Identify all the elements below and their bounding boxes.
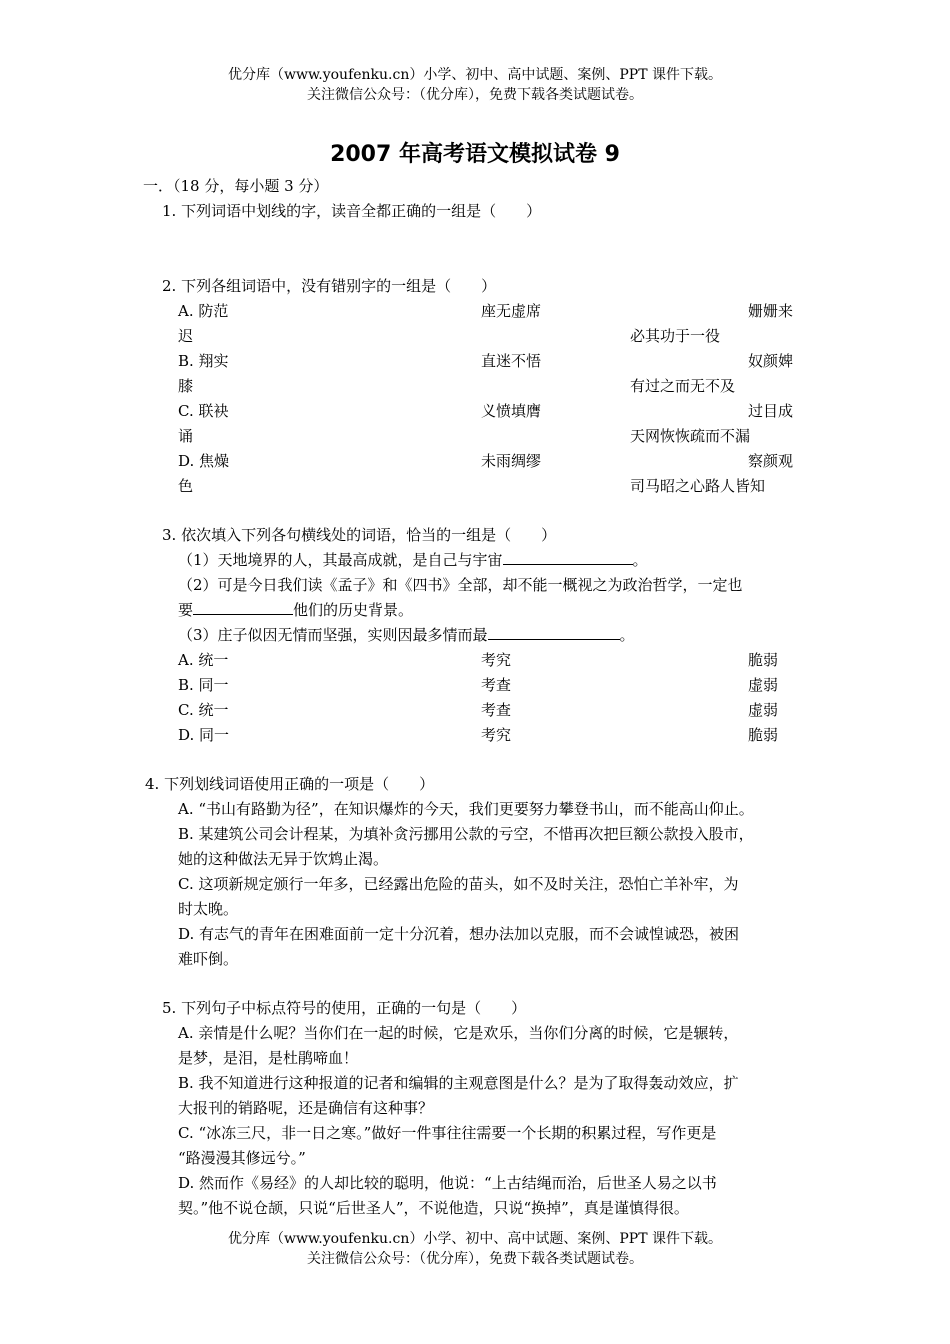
- sentence-text: 。: [632, 551, 648, 569]
- fill-blank: [488, 625, 620, 640]
- q5-line: 是梦，是泪，是杜鹃啼血！: [178, 1049, 359, 1067]
- q4-stem: 4. 下列划线词语使用正确的一项是（ ）: [145, 775, 435, 793]
- section-heading: 一．（18 分，每小题 3 分）: [143, 177, 329, 195]
- option-word: 天网恢恢疏而不漏: [630, 427, 751, 445]
- q5-line: “路漫漫其修远兮。”: [178, 1149, 306, 1167]
- option-label: C. 统一: [178, 701, 229, 719]
- option-word: 考查: [481, 676, 512, 694]
- option-word: 诵: [178, 427, 194, 445]
- option-word: 必其功于一役: [630, 327, 721, 345]
- option-word: 座无虚席: [481, 302, 542, 320]
- option-word: 虚弱: [748, 701, 779, 719]
- fill-blank: [193, 600, 293, 615]
- option-word: 脆弱: [748, 726, 779, 744]
- header-line-1: 优分库（www.youfenku.cn）小学、初中、高中试题、案例、PPT 课件下载。: [227, 67, 722, 83]
- option-word: 考究: [481, 651, 512, 669]
- q5-stem: 5. 下列句子中标点符号的使用，正确的一句是（ ）: [162, 999, 527, 1017]
- option-label: C. 联袂: [178, 402, 229, 420]
- q3-sentence-2-line-2: [178, 600, 413, 620]
- option-word: 姗姗来: [748, 302, 794, 320]
- sentence-text: （3）庄子似因无情而坚强，实则因最多情而最: [178, 626, 488, 644]
- q3-stem: 3. 依次填入下列各句横线处的词语，恰当的一组是（ ）: [162, 526, 557, 544]
- option-label: D. 焦燥: [178, 452, 230, 470]
- q4-line: 难吓倒。: [178, 950, 239, 968]
- q3-sentence-1: [178, 550, 648, 570]
- option-word: 膝: [178, 377, 194, 395]
- option-label: A. 防范: [178, 302, 229, 320]
- q5-line: B. 我不知道进行这种报道的记者和编辑的主观意图是什么？是为了取得轰动效应，扩: [178, 1074, 739, 1092]
- option-label: D. 同一: [178, 726, 230, 744]
- option-label: B. 翔实: [178, 352, 229, 370]
- sentence-text: 。: [619, 626, 635, 644]
- option-word: 有过之而无不及: [630, 377, 736, 395]
- option-word: 未雨绸缪: [481, 452, 542, 470]
- q4-line: 时太晚。: [178, 900, 239, 918]
- option-word: 直迷不悟: [481, 352, 542, 370]
- sentence-text: （1）天地境界的人，其最高成就，是自己与宇宙: [178, 551, 503, 569]
- q2-stem: 2. 下列各组词语中，没有错别字的一组是（ ）: [162, 277, 497, 295]
- option-word: 色: [178, 477, 194, 495]
- page-title: 2007 年高考语文模拟试卷 9: [330, 142, 620, 167]
- option-word: 过目成: [748, 402, 794, 420]
- q3-sentence-2-line-1: （2）可是今日我们读《孟子》和《四书》全部，却不能一概视之为政治哲学，一定也: [178, 576, 743, 594]
- option-word: 义愤填膺: [481, 402, 542, 420]
- q5-line: D. 然而作《易经》的人却比较的聪明，他说：“上古结绳而治，后世圣人易之以书: [178, 1174, 717, 1192]
- option-label: B. 同一: [178, 676, 229, 694]
- option-word: 察颜观: [748, 452, 794, 470]
- q5-line: A. 亲情是什么呢？当你们在一起的时候，它是欢乐，当你们分离的时候，它是辗转，: [178, 1024, 739, 1042]
- option-word: 考究: [481, 726, 512, 744]
- q5-line: 契。”他不说仓颉，只说“后世圣人”，不说他造，只说“换掉”，真是谨慎得很。: [178, 1199, 689, 1217]
- option-word: 奴颜婢: [748, 352, 794, 370]
- q4-line: C. 这项新规定颁行一年多，已经露出危险的苗头，如不及时关注，恐怕亡羊补牢，为: [178, 875, 739, 893]
- q5-line: C. “冰冻三尺，非一日之寒。”做好一件事往往需要一个长期的积累过程，写作更是: [178, 1124, 717, 1142]
- q5-line: 大报刊的销路呢，还是确信有这种事？: [178, 1099, 434, 1117]
- q4-line: A. “书山有路勤为径”，在知识爆炸的今天，我们更要努力攀登书山，而不能高山仰止。: [178, 800, 754, 818]
- option-label: A. 统一: [178, 651, 229, 669]
- q4-line: 她的这种做法无异于饮鸩止渴。: [178, 850, 389, 868]
- option-word: 脆弱: [748, 651, 779, 669]
- footer-line-2: 关注微信公众号：（优分库），免费下载各类试题试卷。: [307, 1251, 643, 1267]
- option-word: 虚弱: [748, 676, 779, 694]
- option-word: 迟: [178, 327, 194, 345]
- q4-line: D. 有志气的青年在困难面前一定十分沉着，想办法加以克服，而不会诚惶诚恐，被困: [178, 925, 740, 943]
- sentence-text: 要: [178, 601, 194, 619]
- sentence-text: 他们的历史背景。: [293, 601, 414, 619]
- q1-stem: 1. 下列词语中划线的字，读音全都正确的一组是（ ）: [162, 202, 542, 220]
- fill-blank: [503, 550, 633, 565]
- footer-line-1: 优分库（www.youfenku.cn）小学、初中、高中试题、案例、PPT 课件下载。: [227, 1231, 722, 1247]
- q4-line: B. 某建筑公司会计程某，为填补贪污挪用公款的亏空，不惜再次把巨额公款投入股市，: [178, 825, 754, 843]
- option-word: 考查: [481, 701, 512, 719]
- q3-sentence-3: [178, 625, 635, 645]
- header-line-2: 关注微信公众号：（优分库），免费下载各类试题试卷。: [307, 87, 643, 103]
- option-word: 司马昭之心路人皆知: [630, 477, 766, 495]
